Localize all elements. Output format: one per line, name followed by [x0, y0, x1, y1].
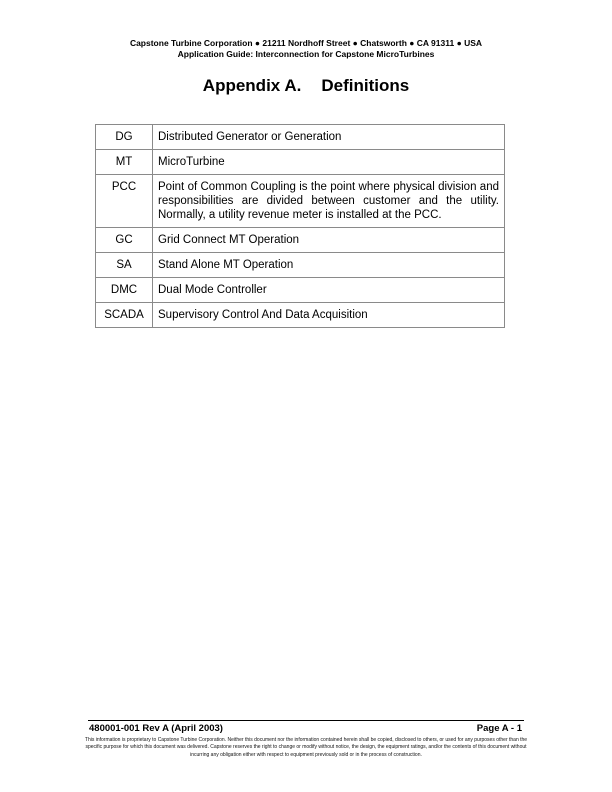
table-row [96, 253, 505, 278]
header-guide-title: Application Guide: Interconnection for Capstone MicroTurbines [177, 49, 435, 59]
definition-cell: MicroTurbine [153, 150, 505, 175]
table-row [96, 278, 505, 303]
proprietary-disclaimer: This information is proprietary to Capstone Turbine Corporation. Neither this document nor the information contained herein shall be copied, disclosed to others, or used for any purposes other than the specific purpose for which this document was delivered. Capstone reserves the right to change or modify without notice, the design, the equipment ratings, and/or the contents of this document without incurring any obligation either with respect to equipment previously sold or in the process of construction. [84, 737, 528, 758]
abbreviation-cell: SCADA [96, 303, 153, 328]
abbreviation-cell: PCC [96, 175, 153, 228]
appendix-heading: Definitions [321, 76, 410, 95]
abbreviation-cell: MT [96, 150, 153, 175]
page-title [0, 76, 612, 96]
definition-cell: Distributed Generator or Generation [153, 125, 505, 150]
table-row [96, 150, 505, 175]
definition-cell: Supervisory Control And Data Acquisition [153, 303, 505, 328]
table-row [96, 175, 505, 228]
abbreviation-cell: DG [96, 125, 153, 150]
definition-cell: Point of Common Coupling is the point where physical division and responsibilities are divided between customer and the utility. Normally, a utility revenue meter is installed at the PCC. [153, 175, 505, 228]
definitions-table [95, 124, 505, 328]
page-number: Page A - 1 [476, 723, 522, 734]
header-address: Capstone Turbine Corporation ● 21211 Nordhoff Street ● Chatsworth ● CA 91311 ● USA [129, 38, 483, 48]
definition-cell: Dual Mode Controller [153, 278, 505, 303]
abbreviation-cell: SA [96, 253, 153, 278]
table-row [96, 303, 505, 328]
table-row [96, 228, 505, 253]
footer-divider [88, 720, 524, 721]
table-row [96, 125, 505, 150]
document-number: 480001-001 Rev A (April 2003) [89, 723, 223, 734]
appendix-label: Appendix A. [202, 76, 302, 95]
abbreviation-cell: GC [96, 228, 153, 253]
abbreviation-cell: DMC [96, 278, 153, 303]
definition-cell: Stand Alone MT Operation [153, 253, 505, 278]
definition-cell: Grid Connect MT Operation [153, 228, 505, 253]
